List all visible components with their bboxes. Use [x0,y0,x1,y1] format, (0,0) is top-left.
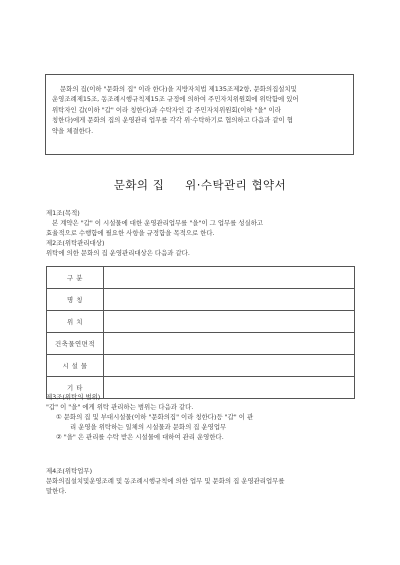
table-row [47,267,355,289]
table-row [47,333,355,355]
preamble-line: 칭한다)에게 문화의 집의 운영관리 업무를 각각 위·수탁하기로 협의하고 다음과 같이 협 [52,116,293,125]
list-item: ② "을" 은 관리를 수탁 받은 시설물에 대하여 관리 운영한다. [56,433,224,441]
article-text: 문화의집설치및운영조례 및 동조례시행규칙에 의한 업무 및 문화의 집 운영관리업무를 [46,477,285,485]
table-label: 구 분 [47,267,104,289]
preamble-box [45,74,354,155]
document-title: 문화의 집 위·수탁관리 협약서 [113,178,287,192]
article-text: 본 계약은 "갑" 이 시설물에 대한 운영관리업무를 "을"이 그 업무를 성실하고 [52,219,264,227]
table-row [47,311,355,333]
facility-table [46,266,355,399]
article-heading: 제3조(위탁의 범위) [46,393,101,401]
article-heading: 제2조(위탁관리대상) [46,239,105,247]
preamble-line: 약을 체결한다. [52,126,94,135]
article-heading: 제1조(목적) [46,209,80,217]
table-value [104,289,355,311]
table-row [47,289,355,311]
article-heading: 제4조(위탁업무) [46,467,93,475]
table-value [104,355,355,377]
preamble-line: 운영조례제15조, 동조례시행규칙제15조 규정에 의하여 주민자치위원회에 위탁함에 있어 [52,95,299,104]
list-item: ① 문화의 집 및 부대시설물(이하 "문화의집" 이라 칭한다)등 "갑" 이 관 [56,413,254,421]
table-label: 시 설 물 [47,355,104,377]
article-3 [46,392,366,442]
table-row [47,355,355,377]
list-item-continuation: 리 운영을 위탁하는 일체의 시설물과 문화의 집 운영업무 [70,423,227,431]
preamble-line: 위탁자인 갑(이하 "갑" 이라 칭한다)과 수탁자인 갑 주민자치위원회(이하 "을" 이라 [52,105,281,114]
article-4 [46,466,366,496]
article-text: "갑" 이 "을" 에게 위탁 관리하는 범위는 다음과 같다. [46,403,194,411]
table-value [104,333,355,355]
article-1 [46,208,366,258]
table-value [104,311,355,333]
article-text: 효율적으로 수행함에 필요한 사항을 규정함을 목적으로 한다. [46,229,215,237]
table-label: 명 칭 [47,289,104,311]
table-value [104,267,355,289]
table-label: 기 타 [47,377,104,399]
article-text: 위탁에 의한 문화의 집 운영관리대상은 다음과 같다. [46,249,190,257]
preamble-line: 문화의 집(이하 "문화의 집" 이라 한다)을 지방자치법 제135조제2항, 문화의집설치및 [60,85,297,93]
article-text: 말한다. [46,487,67,495]
table-label: 건축물연면적 [47,333,104,355]
table-label: 위 치 [47,311,104,333]
